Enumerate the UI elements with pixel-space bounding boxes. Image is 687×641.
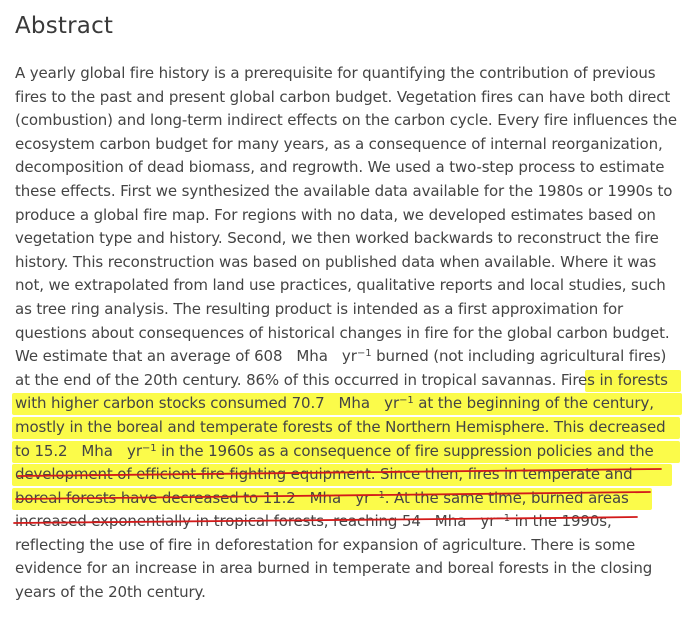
highlighted-text: boreal forests have decreased to 11.2 xyxy=(15,488,296,507)
unit-exponent: −1 xyxy=(356,348,372,360)
abstract-line: fires to the past and present global carbon budget. Vegetation fires can have both direct xyxy=(15,87,671,106)
highlighted-text: to 15.2 xyxy=(15,441,68,460)
unit-label: yr xyxy=(384,394,400,413)
unit-label: Mha xyxy=(81,441,113,460)
abstract-line: decomposition of dead biomass, and regrowth. We used a two-step process to estimate xyxy=(15,158,665,177)
abstract-line: reflecting the use of fire in deforestation for expansion of agriculture. There is some xyxy=(15,535,636,554)
abstract-line: evidence for an increase in area burned in temperate and boreal forests in the closing xyxy=(15,559,653,578)
abstract-line: (combustion) and long-term indirect effects on the carbon cycle. Every fire influences the xyxy=(15,111,677,130)
abstract-line xyxy=(15,392,680,416)
abstract-line: ecosystem carbon budget for many years, as a consequence of internal reorganization, xyxy=(15,134,663,153)
unit-label: Mha xyxy=(434,512,467,531)
abstract-line xyxy=(15,369,680,393)
abstract-line xyxy=(15,440,680,464)
page xyxy=(15,10,680,602)
unit-label: yr xyxy=(341,347,357,366)
abstract-line: vegetation type and history. Second, we then worked backwards to reconstruct the fire xyxy=(15,229,659,248)
abstract-line xyxy=(15,416,680,440)
highlighted-text: with higher carbon stocks consumed 70.7 xyxy=(15,394,325,413)
abstract-line xyxy=(15,510,680,534)
highlighted-text: in the 1960s as a consequence of fire suppression policies and the xyxy=(156,441,654,460)
abstract-line: as tree ring analysis. The resulting product is intended as a first approximation for xyxy=(15,299,624,318)
text-segment: We estimate that an average of 608 xyxy=(15,347,283,366)
text-segment: increased exponentially in tropical forests, reaching 54 xyxy=(15,512,421,531)
abstract-line: produce a global fire map. For regions with no data, we developed estimates based on xyxy=(15,205,656,224)
highlighted-text: at the beginning of the century, xyxy=(413,394,654,413)
unit-label: Mha xyxy=(338,394,371,413)
abstract-line: questions about consequences of historical changes in fire for the global carbon budget. xyxy=(15,323,670,342)
highlighted-text: . At the same time, burned areas xyxy=(384,488,629,507)
abstract-line: A yearly global fire history is a prerequisite for quantifying the contribution of previous xyxy=(15,64,656,82)
highlighted-text: mostly in the boreal and temperate forests of the Northern Hemisphere. xyxy=(15,417,550,436)
abstract-line xyxy=(15,463,680,487)
unit-label: Mha xyxy=(309,488,342,507)
unit-exponent: −1 xyxy=(370,489,385,501)
highlighted-text: development of efficient fire fighting equipment. Since then, fires in temperate and xyxy=(15,465,633,484)
unit-label: yr xyxy=(355,488,371,507)
unit-exponent: −1 xyxy=(399,395,414,407)
abstract-line: history. This reconstruction was based on published data when available. Where it was xyxy=(15,252,657,271)
unit-exponent: −1 xyxy=(495,513,510,525)
abstract-line: not, we extrapolated from land use practices, qualitative reports and local studies, such xyxy=(15,276,666,295)
text-segment: at the end of the 20th century. 86% of this occurred in tropical savannas. xyxy=(15,370,561,389)
highlighted-text: Fires in forests xyxy=(560,370,668,389)
text-segment: burned (not including agricultural fires) xyxy=(371,347,667,366)
abstract-line: these effects. First we synthesized the available data available for the 1980s or 1990s to xyxy=(15,181,673,200)
unit-label: yr xyxy=(126,441,142,460)
text-segment: in the 1990s, xyxy=(509,512,612,531)
abstract-line xyxy=(15,487,680,511)
unit-label: yr xyxy=(480,512,496,531)
abstract-line xyxy=(15,345,680,369)
abstract-line: years of the 20th century. xyxy=(15,583,206,602)
unit-exponent: −1 xyxy=(141,442,157,454)
abstract-heading: Abstract xyxy=(15,13,114,39)
unit-label: Mha xyxy=(296,347,328,366)
highlighted-text: This decreased xyxy=(549,417,666,436)
abstract-body xyxy=(15,62,680,605)
